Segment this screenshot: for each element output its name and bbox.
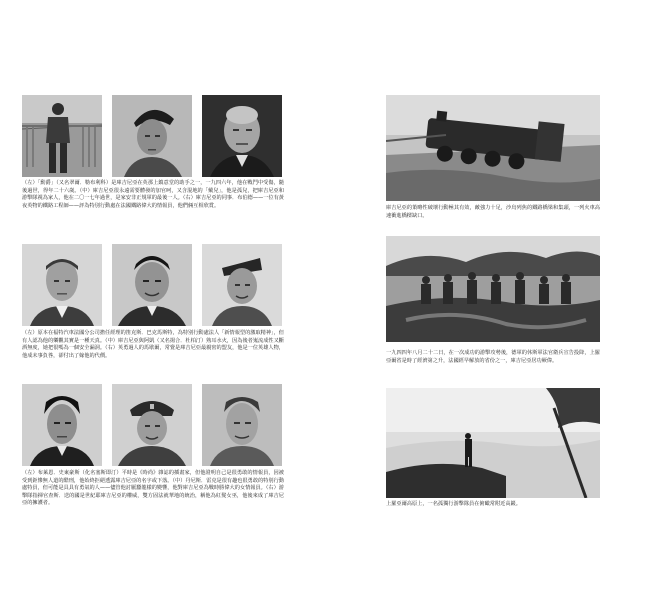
caption-locomotive: 庫吉尼亞的策略性破壞行動極其有效，敵強力十足，沙烏列焦的鐵路橋梁和集頭，一列火車高速衝進橋樑缺口。 <box>386 205 600 219</box>
photo-lookout-silhouette <box>386 388 600 498</box>
caption-resistance-fighters: 一九四四年八月二十二日，在一次成功的游擊攻勢後，德軍的休斯軍法官衛兵宣告投降，上羅亞爾省是時了經濟第之升，法國經早解放的省份之一，庫吉尼亞居功厥偉。 <box>386 350 600 364</box>
photo-resistance-fighters <box>386 236 600 342</box>
caption-row-2: （左）原本在福特汽車法國分公司擔任經理的笛克斯．巴克馬斯特，為特別行動處法人「新情報型的激取精神」，但有人認為他的樂觀其實是一種天真。（中）庫吉尼亞與阿凱（又名揚合．杜柏汀）熟耳水火，因為後者嵬流成性又斷酒無度，她把很嗎為一個安全漏洞。（右）英勇過人的馬歇爾，常覺是庫吉尼亞最親密的盟友，他是一位英雄人物，他成未事負咎，卻付出了嫁他的代價。 <box>22 330 284 359</box>
photo-dark-hair-man <box>22 384 102 466</box>
photo-beret-man <box>112 95 192 177</box>
right-page <box>328 0 655 609</box>
portrait-beret-man-icon <box>112 95 192 177</box>
photo-suited-man <box>22 244 102 326</box>
photo-older-man <box>202 384 282 466</box>
photo-military-cap-man <box>112 384 192 466</box>
portrait-smiling-man-icon <box>112 244 192 326</box>
portrait-older-man-icon <box>202 384 282 466</box>
derailed-locomotive-icon <box>386 95 600 201</box>
photo-capped-soldier <box>202 244 282 326</box>
lookout-silhouette-icon <box>386 388 600 498</box>
resistance-fighters-group-icon <box>386 236 600 342</box>
portrait-military-cap-man-icon <box>112 384 192 466</box>
portrait-bald-man-icon <box>202 95 282 177</box>
portrait-capped-soldier-icon <box>202 244 282 326</box>
caption-lookout: 上羅亞爾高原上，一名孤獨行游擊隊員在俯瞰常附近高巖。 <box>386 501 521 507</box>
left-page <box>0 0 327 609</box>
portrait-suited-man-icon <box>22 244 102 326</box>
photo-derailed-locomotive <box>386 95 600 201</box>
caption-row-3: （左）布萊恩．史東豪斯（化名塞斯即汀）平時是《時尚》雜誌的插畫家，但他證明自己是很勇敢的情報員，因被受到鉅慘無人道的酷刑，他始終拒絕透露庫吉尼亞的名字或下落。（中）丹尼斯．雷克是很有趣也很勇敢的特別行動處特員，但可能是具具有勇氣的人——儘管他討厭蠶龍樣的變響，他對庫吉尼亞為戰時勝偉大的女情報員。（右）游擊隊指揮官查斯．送的國是世紀耶庫吉尼亞的權威，雙方固法就華地的統治，稱他為紅髮女巫，他後來成了庫吉尼亞的擁護者。 <box>22 470 284 507</box>
portrait-standing-man-icon <box>22 95 102 177</box>
portrait-dark-hair-man-icon <box>22 384 102 466</box>
photo-bald-man <box>202 95 282 177</box>
photo-smiling-man <box>112 244 192 326</box>
caption-row-1: （左）「勳爵」（又名翠爾．勒布利科）是庫吉尼亞在英那上鎮意堂的助手之一，一九四六年，他在戰鬥中受傷，隨後過世，得年二十六歲。（中）庫吉尼亞很永遠需要體發的加官呵，又含混地的「戴兒」，他是孤兒，把庫吉尼亞和游擊隊視為家人，他在二〇一七年過世，是家安非正規軍的最後一人。（右）庫吉尼亞的同事．布伯德——一位有黃夜英物的鐵路工程師——評為特別行動處在法國鐵路偉大的情報員，他們倆互相欣賞。 <box>22 180 284 209</box>
photo-standing-man <box>22 95 102 177</box>
